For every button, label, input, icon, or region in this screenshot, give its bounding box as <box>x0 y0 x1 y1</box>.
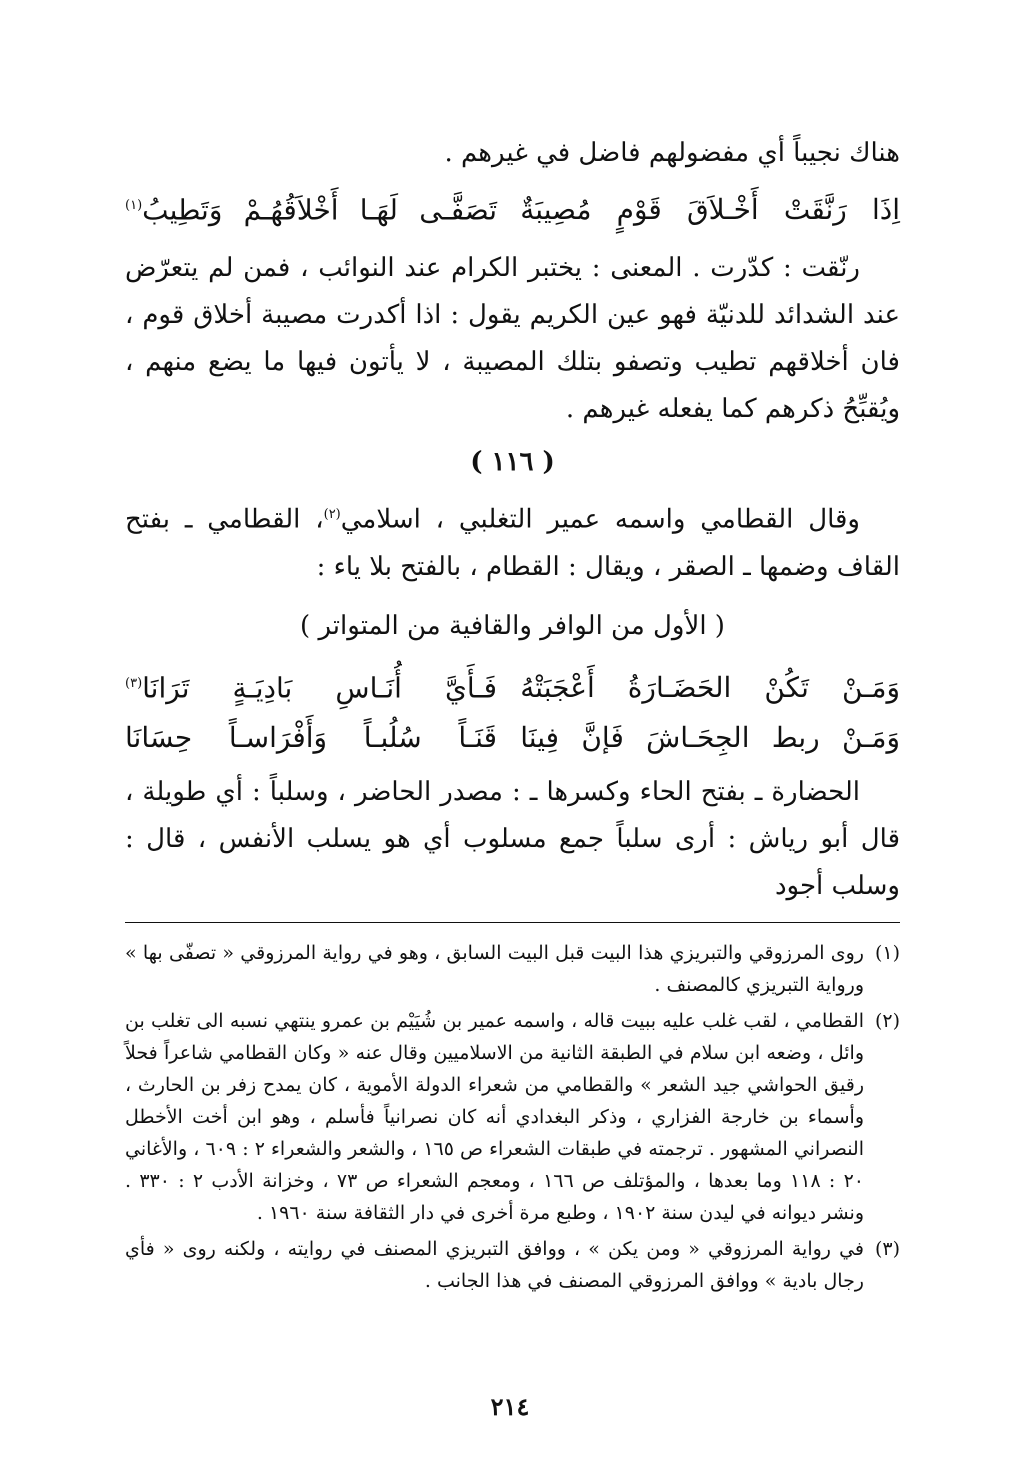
footnote-text: روى المرزوقي والتبريزي هذا البيت قبل البيت السابق ، وهو في رواية المرزوقي « تصفّى بها » ورواية التبريزي كالمصنف . <box>125 942 864 997</box>
verse-3-second-hemistich: قَنَـاً سُلُبـاً وَأَفْرَاسـاً حِسَانَا <box>125 721 497 755</box>
verse-1-second-text: تَصَفَّـى لَهَـا أَخْلاَقُهُـمْ وَتَطِيبُ <box>142 193 497 227</box>
verse-2-first-hemistich: وَمَـنْ تَكُنْ الحَضَـارَةُ أَعْجَبَتْهُ <box>520 671 900 705</box>
poem-intro <box>125 491 900 591</box>
footnote-2 <box>125 1005 900 1229</box>
page-number: ٢١٤ <box>490 1392 530 1421</box>
verse-3 <box>125 713 900 763</box>
page-body <box>125 130 900 1301</box>
verse-2 <box>125 659 900 713</box>
poem-intro-part1: وقال القطامي واسمه عمير التغلبي ، اسلامي <box>340 504 860 535</box>
verse-1 <box>125 181 900 235</box>
footnote-number: (٢) <box>874 1010 900 1033</box>
footnote-number: (١) <box>874 942 900 965</box>
footnote-ref-3: (٣) <box>125 675 143 691</box>
verse-2-second-text: فَـأَيَّ أُنَـاسِ بَادِيَـةٍ تَرَانَا <box>142 671 497 705</box>
verse-2-second-hemistich <box>125 659 497 713</box>
poem-number: ( ١١٦ ) <box>470 447 555 478</box>
verse-1-second-hemistich <box>125 181 497 235</box>
commentary-1: رنّقت : كدّرت . المعنى : يختبر الكرام عند النوائب ، فمن لم يتعرّض عند الشدائد للدنيّة فهو عين الكريم يقول : اذا أكدرت مصيبة أخلاق قوم ، فان أخلاقهم تطيب وتصفو بتلك المصيبة ، لا يأتون فيها ما يضع منهم ، ويُقبِّحُ ذكرهم كما يفعله غيرهم . <box>125 253 900 425</box>
footnote-number: (٣) <box>874 1238 900 1261</box>
footnote-1 <box>125 937 900 1001</box>
footnote-ref-2: (٢) <box>323 507 341 523</box>
footnote-ref-1: (١) <box>125 198 143 213</box>
commentary-2: الحضارة ـ بفتح الحاء وكسرها ـ : مصدر الحاضر ، وسلباً : أي طويلة ، قال أبو رياش : أرى سلباً جمع مسلوب أي هو يسلب الأنفس ، قال : وسلب أجود <box>125 777 900 902</box>
verse-1-first-hemistich: اِذَا رَنَّقَتْ أَخْـلاَقَ قَوْمٍ مُصِيبَةٌ <box>520 193 900 227</box>
footnotes <box>125 937 900 1297</box>
footnote-text: القطامي ، لقب غلب عليه ببيت قاله ، واسمه عمير بن شُيَيْم بن عمرو ينتهي نسبه الى تغلب بن وائل ، وضعه ابن سلام في الطبقة الثانية من الاسلاميين وقال عنه « وكان القطامي شاعراً فحلاً رقيق الحواشي جيد الشعر » والقطامي من شعراء الدولة الأموية ، كان يمدح زفر بن الحارث ، وأسماء بن خارجة الفزاري ، وذكر البغدادي أنه كان نصرانياً فأسلم ، وهو ابن أخت الأخطل النصراني المشهور . ترجمته في طبقات الشعراء ص ١٦٥ ، والشعر والشعراء ٢ : ٦٠٩ ، والأغاني ٢٠ : ١١٨ وما بعدها ، والمؤتلف ص ١٦٦ ، ومعجم الشعراء ص ٧٣ ، وخزانة الأدب ٢ : ٣٣٠ . ونشر ديوانه في ليدن سنة ١٩٠٢ ، وطبع مرة أخرى في دار الثقافة سنة ١٩٦٠ . <box>125 1010 865 1225</box>
footnote-3 <box>125 1233 900 1297</box>
footnote-text: في رواية المرزوقي « ومن يكن » ، ووافق التبريزي المصنف في روايته ، ولكنه روى « فأي رجال بادية » ووافق المرزوقي المصنف في هذا الجانب . <box>125 1238 864 1293</box>
intro-line: هناك نجيباً أي مفضولهم فاضل في غيرهم . <box>444 138 900 168</box>
footnote-divider <box>125 922 900 923</box>
poem-intro-part2: ، القطامي ـ بفتح القاف وضمها ـ الصقر ، ويقال : القطام ، بالفتح بلا ياء : <box>125 504 900 582</box>
meter-heading: ( الأول من الوافر والقافية من المتواتر ) <box>300 610 725 641</box>
verse-3-first-hemistich: وَمَـنْ ربط الجِحَـاشَ فَإنَّ فِينَا <box>520 721 900 755</box>
